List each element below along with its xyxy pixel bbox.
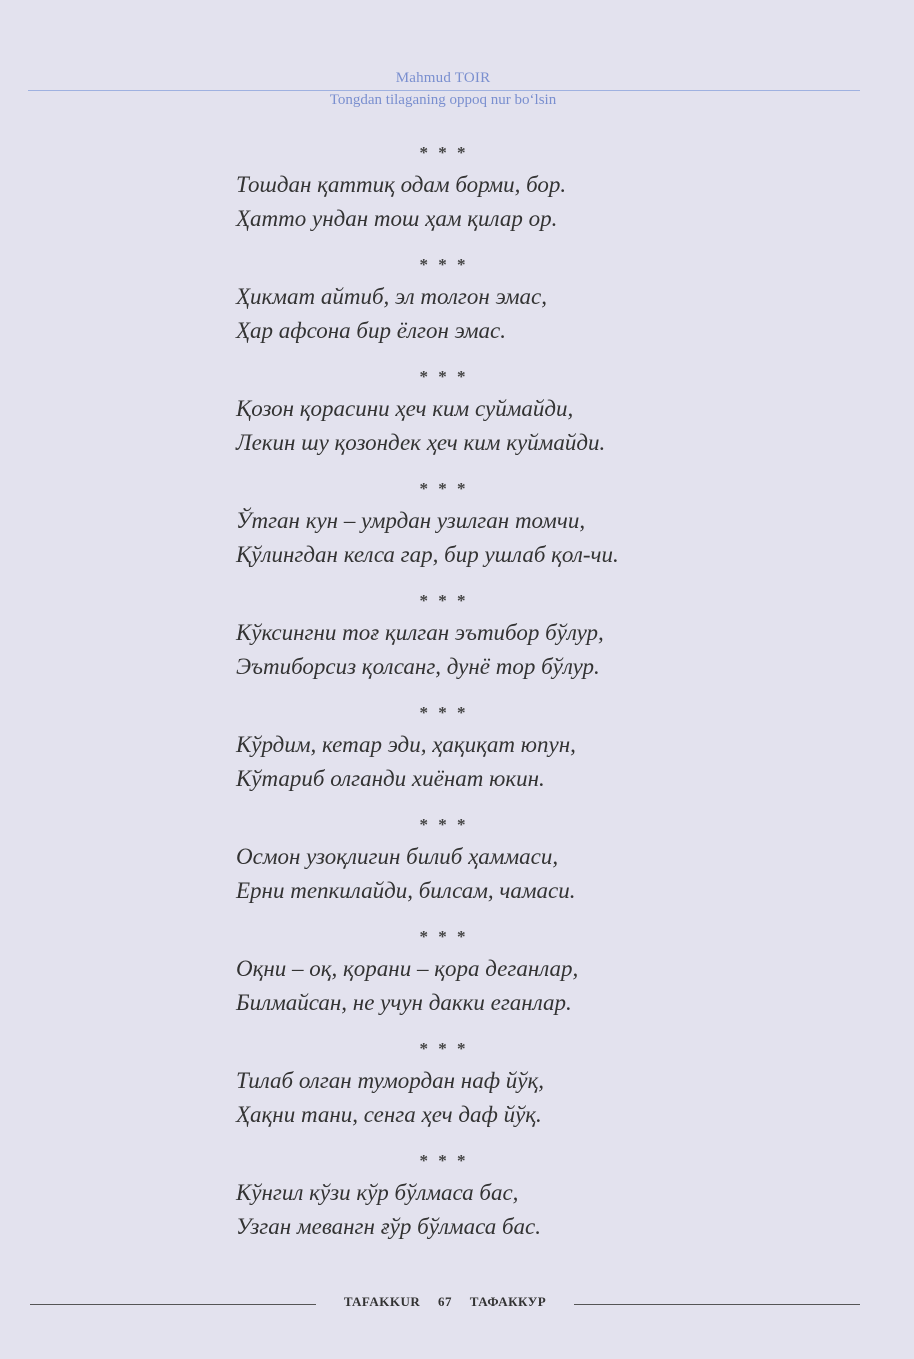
header-subtitle: Tongdan tilaganing oppoq nur bo‘lsin: [329, 92, 557, 108]
footer-rule-right: [574, 1304, 860, 1305]
stanza-9: [236, 1034, 796, 1132]
stanza-separator: * * *: [419, 591, 469, 610]
stanza-separator: * * *: [419, 479, 469, 498]
poem-line: Қозон қорасини ҳеч ким суймайди,: [236, 396, 574, 421]
poem-line: Оқни – оқ, қорани – қора деганлар,: [236, 956, 579, 981]
stanza-4: [236, 474, 796, 572]
footer-journal-latin: TAFAKKUR: [343, 1294, 421, 1309]
poem-body: [236, 138, 796, 1258]
poem-line: Эътиборсиз қолсанг, дунё тор бўлур.: [236, 654, 600, 679]
poem-line: Ҳикмат айтиб, эл толгон эмас,: [236, 284, 547, 309]
poem-line: Билмайсан, не учун дакки еганлар.: [236, 990, 572, 1015]
stanza-2: [236, 250, 796, 348]
poem-line: Тошдан қаттиқ одам борми, бор.: [236, 172, 567, 197]
poem-line: Ерни тепкилайди, билсам, чамаси.: [236, 878, 576, 903]
stanza-1: [236, 138, 796, 236]
stanza-6: [236, 698, 796, 796]
stanza-separator: * * *: [419, 703, 469, 722]
stanza-8: [236, 922, 796, 1020]
stanza-5: [236, 586, 796, 684]
page-header: [0, 0, 914, 120]
poem-line: Осмон узоқлигин билиб ҳаммаси,: [236, 844, 559, 869]
poem-line: Кўтариб олганди хиёнат юкин.: [236, 766, 545, 791]
poem-line: Кўнгил кўзи кўр бўлмаса бас,: [236, 1180, 519, 1205]
page-number: 67: [438, 1294, 453, 1309]
stanza-separator: * * *: [419, 1039, 469, 1058]
poem-line: Ҳар афсона бир ёлгон эмас.: [236, 318, 507, 343]
poem-line: Ўтган кун – умрдан узилган томчи,: [236, 508, 586, 533]
page-footer: [0, 1290, 914, 1320]
stanza-separator: * * *: [419, 367, 469, 386]
footer-text: [316, 1294, 574, 1310]
poem-line: Узган мевангн ғўр бўлмаса бас.: [236, 1214, 541, 1239]
stanza-3: [236, 362, 796, 460]
poem-line: Ҳатто ундан тош ҳам қилар ор.: [236, 206, 558, 231]
stanza-separator: * * *: [419, 815, 469, 834]
poem-line: Ҳақни тани, сенга ҳеч даф йўқ.: [236, 1102, 542, 1127]
poem-line: Лекин шу қозондек ҳеч ким куймайди.: [236, 430, 606, 455]
poem-line: Қўлингдан келса гар, бир ушлаб қол-чи.: [236, 542, 619, 567]
header-author: Mahmud TOIR: [395, 70, 491, 86]
stanza-separator: * * *: [419, 255, 469, 274]
footer-journal-cyrillic: ТАФАККУР: [469, 1294, 547, 1309]
poem-line: Тилаб олган тумордан наф йўқ,: [236, 1068, 545, 1093]
stanza-7: [236, 810, 796, 908]
poem-line: Кўксингни тоғ қилган эътибор бўлур,: [236, 620, 604, 645]
stanza-separator: * * *: [419, 927, 469, 946]
stanza-10: [236, 1146, 796, 1244]
stanza-separator: * * *: [419, 143, 469, 162]
footer-rule-left: [30, 1304, 316, 1305]
poem-line: Кўрдим, кетар эди, ҳақиқат юпун,: [236, 732, 576, 757]
header-rule: [28, 90, 860, 91]
stanza-separator: * * *: [419, 1151, 469, 1170]
